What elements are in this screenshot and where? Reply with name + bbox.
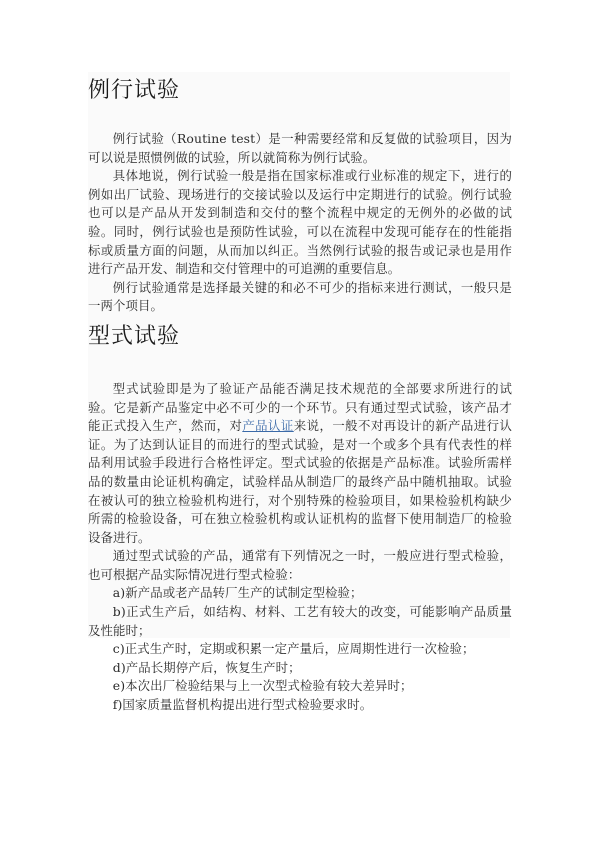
paragraph: 具体地说，例行试验一般是指在国家标准或行业标准的规定下，进行的例如出厂试验、现场进行的交接试验以及运行中定期进行的试验。例行试验也可以是产品从开发到制造和交付的整个流程中规定的无例外的必做的试验。同时，例行试验也是预防性试验，可以在流程中发现可能存在的性能指标或质量方面的问题，从而加以纠正。当然例行试验的报告或记录也是用作进行产品开发、制造和交付管理中的可追溯的重要信息。 [88,168,512,277]
list-item: b)正式生产后，如结构、材料、工艺有较大的改变，可能影响产品质量及性能时； [88,604,512,638]
list-item: a)新产品或老产品转厂生产的试制定型检验； [112,585,363,601]
paragraph: 例行试验（Routine test）是一种需要经常和反复做的试验项目，因为可以说是照惯例做的试验，所以就简称为例行试验。 [88,131,512,165]
list-item: f)国家质量监督机构提出进行型式检验要求时。 [112,697,373,713]
list-item: c)正式生产时，定期或积累一定产量后，应周期性进行一次检验； [112,641,475,657]
paragraph: 例行试验通常是选择最关键的和必不可少的指标来进行测试，一般只是一两个项目。 [88,279,512,314]
list-item: d)产品长期停产后，恢复生产时； [112,659,301,675]
text: 来说，一般不对再设计的新产品进行认证。为了达到认证目的而进行的型式试验，是对一个或多个具有代表性的样品利用试验手段进行合格性评定。型式试验的依据是产品标准。试验所需样品的数量由论证机构确定，试验样品从制造厂的最终产品中随机抽取。试验在被认可的独立检验机构进行，对个别特殊的检验项目，如果检验机构缺少所需的检验设备，可在独立检验机构或认证机构的监督下使用制造厂的检验设备进行。 [88,418,512,545]
heading-type-test: 型式试验 [88,323,181,349]
list-item: e)本次出厂检验结果与上一次型式检验有较大差异时； [112,678,413,694]
document-body [88,72,512,715]
product-certification-link[interactable]: 产品认证 [242,418,294,434]
heading-routine-test: 例行试验 [88,78,181,103]
text: 型式试验即是为了验证产品能否满足技术规范的全部要求所进行的试验。它是新产品鉴定中必不可少的一个环节。只有通过型式试验，该产品才能正式投入生产，然而，对 [88,380,512,434]
paragraph: 通过型式试验的产品，通常有下列情况之一时，一般应进行型式检验，也可根据产品实际情况进行型式检验： [88,548,512,582]
paragraph [88,380,512,547]
